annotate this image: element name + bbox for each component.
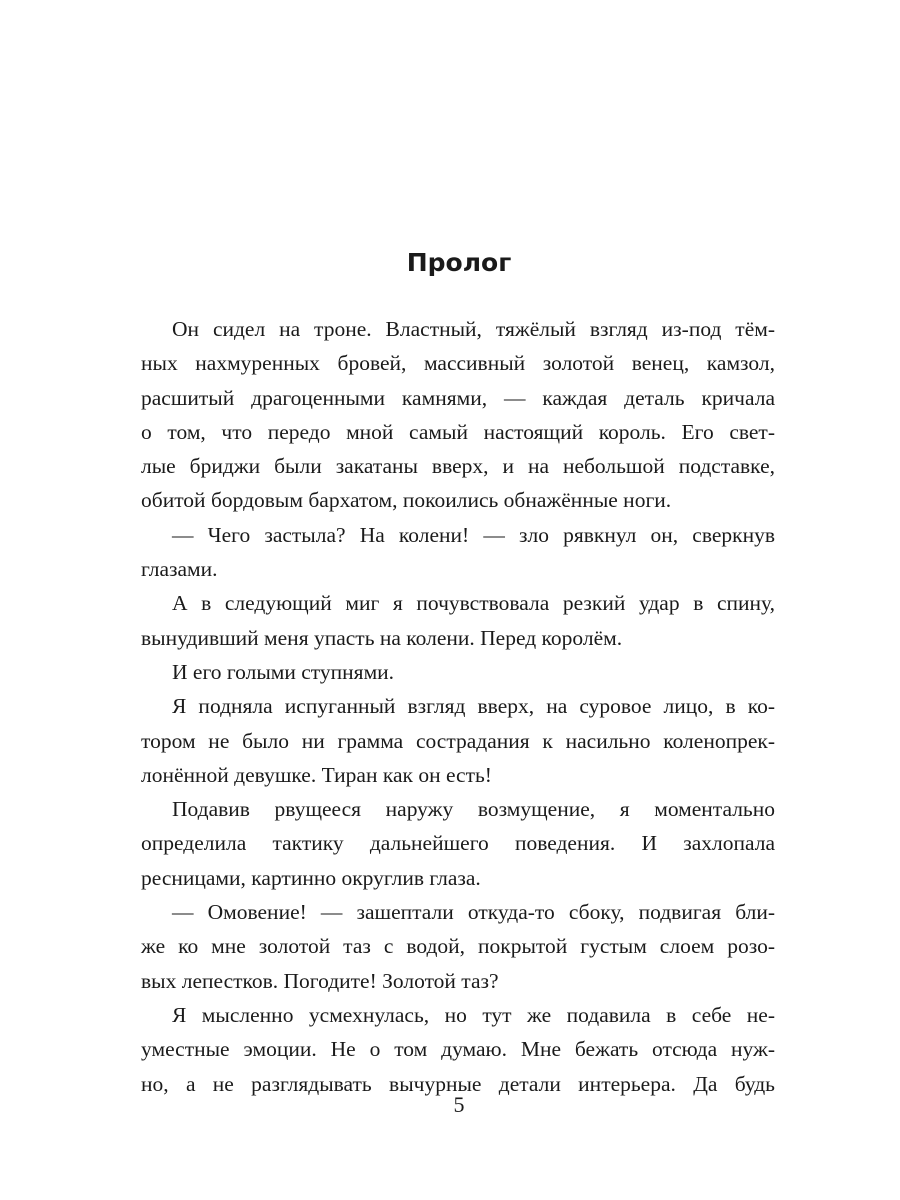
text-line: ных нахмуренных бровей, массивный золотой венец, камзол, [141,351,775,376]
text-line: Он сидел на троне. Властный, тяжёлый взгляд из-под тём- [172,317,775,341]
text-line: уместные эмоции. Не о том думаю. Мне бежать отсюда нуж- [141,1037,775,1062]
text-line: глазами. [141,557,218,582]
page-number: 5 [453,1092,465,1117]
text-line: вынудивший меня упасть на колени. Перед королём. [141,625,623,650]
text-line: о том, что передо мной самый настоящий король. Его свет- [141,419,775,444]
text-line: тором не было ни грамма сострадания к насильно коленопрек- [141,728,775,753]
body-text [141,312,775,1101]
text-line: И его голыми ступнями. [172,659,395,684]
text-line: Я подняла испуганный взгляд вверх, на суровое лицо, в ко- [172,694,775,719]
text-line: расшитый драгоценными камнями, — каждая деталь кричала [141,385,775,410]
text-line: Я мысленно усмехнулась, но тут же подавила в себе не- [172,1002,775,1027]
text-line: ресницами, картинно округлив глаза. [141,865,481,890]
text-line: Подавив рвущееся наружу возмущение, я моментально [172,797,775,822]
text-line: но, а не разглядывать вычурные детали интерьера. Да будь [141,1071,775,1096]
text-line: — Омовение! — зашептали откуда-то сбоку, подвигая бли- [172,900,775,925]
text-line: обитой бордовым бархатом, покоились обнажённые ноги. [141,488,672,513]
text-line: же ко мне золотой таз с водой, покрытой густым слоем розо- [141,934,775,959]
text-line: определила тактику дальнейшего поведения. И захлопала [141,831,775,856]
text-line: вых лепестков. Погодите! Золотой таз? [141,968,499,993]
text-line: А в следующий миг я почувствовала резкий удар в спину, [172,591,775,616]
text-line: — Чего застыла? На колени! — зло рявкнул он, сверкнув [172,522,775,547]
chapter-title: Пролог [406,248,512,277]
text-line: лые бриджи были закатаны вверх, и на небольшой подставке, [141,454,775,479]
text-line: лонённой девушке. Тиран как он есть! [141,762,492,787]
